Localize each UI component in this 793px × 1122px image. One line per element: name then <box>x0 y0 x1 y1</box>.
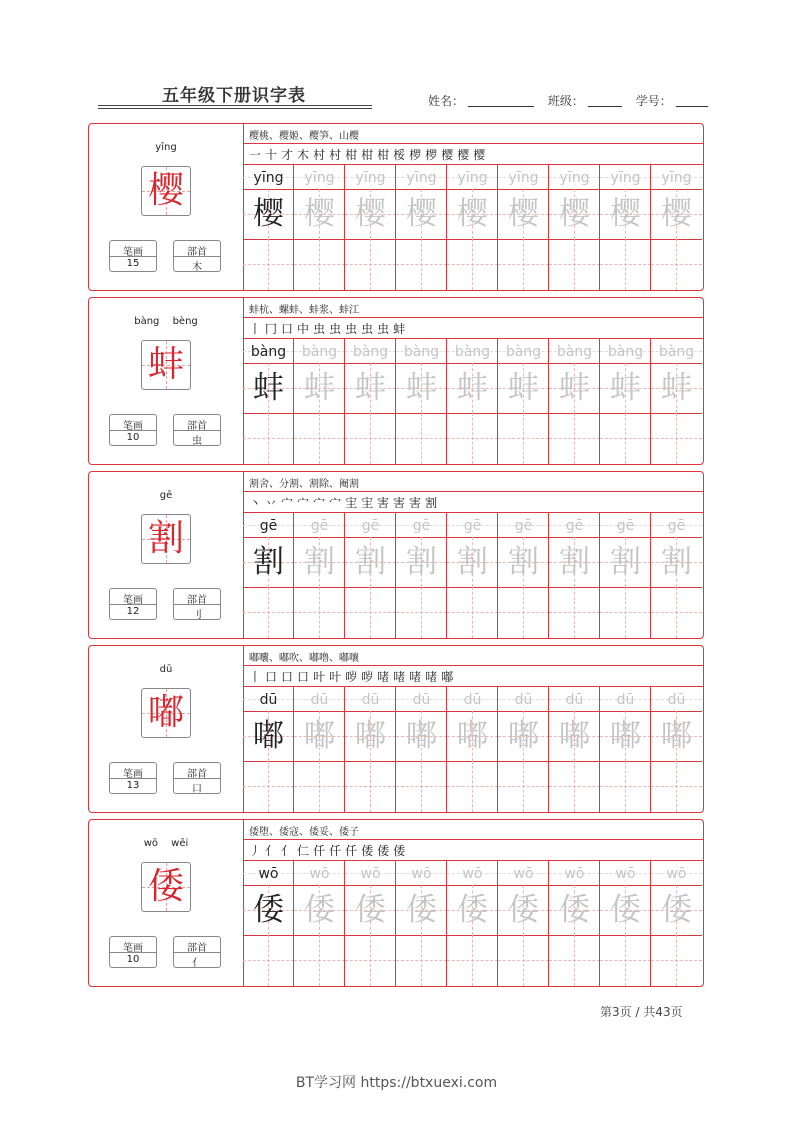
number-label: 学号： <box>635 94 672 108</box>
practice-cell[interactable] <box>549 513 600 638</box>
trace-pinyin: yīng <box>355 170 386 186</box>
row-divider <box>243 143 703 144</box>
stroke-step: 一 <box>249 148 263 162</box>
practice-cell[interactable] <box>243 513 294 638</box>
stroke-step: 倭 <box>361 844 375 858</box>
stroke-step: 仟 <box>345 844 359 858</box>
trace-character: 樱 <box>610 196 641 232</box>
stroke-step: 丶 <box>249 496 263 510</box>
stroke-step: 倭 <box>377 844 391 858</box>
practice-cell[interactable] <box>600 861 651 986</box>
page-title: 五年级下册识字表 <box>162 86 306 106</box>
character: 樱 <box>147 170 184 211</box>
practice-grid <box>243 513 703 638</box>
character-info-panel <box>89 124 244 290</box>
stroke-count-label: 笔画 <box>123 247 143 258</box>
trace-character: 倭 <box>610 892 641 928</box>
trace-pinyin: gē <box>412 518 431 534</box>
practice-cell[interactable] <box>345 687 396 812</box>
stroke-step: 中 <box>297 322 311 336</box>
radical-label: 部首 <box>187 421 207 432</box>
class-label: 班级： <box>547 94 584 108</box>
class-field[interactable] <box>588 94 622 107</box>
trace-pinyin: yīng <box>304 170 335 186</box>
practice-cell[interactable] <box>243 687 294 812</box>
practice-cell[interactable] <box>294 687 345 812</box>
stroke-step: 樱 <box>473 148 487 162</box>
trace-pinyin: dū <box>310 692 329 708</box>
practice-cell[interactable] <box>549 165 600 290</box>
row-divider <box>243 665 703 666</box>
trace-pinyin: gē <box>667 518 686 534</box>
character: 嘟 <box>147 692 184 733</box>
practice-cell[interactable] <box>447 165 498 290</box>
practice-cell[interactable] <box>447 339 498 464</box>
character-card <box>88 645 704 813</box>
page-title-block <box>98 81 372 109</box>
character-card <box>88 819 704 987</box>
model-character: 嘟 <box>253 718 284 754</box>
stroke-step: 亻 <box>281 844 295 858</box>
model-pinyin: dū <box>259 692 278 708</box>
trace-pinyin: gē <box>463 518 482 534</box>
stroke-count-value: 13 <box>126 780 140 791</box>
stroke-step: 椤 <box>425 148 439 162</box>
stroke-step: 虫 <box>377 322 391 336</box>
practice-cell[interactable] <box>651 165 702 290</box>
practice-cell[interactable] <box>396 165 447 290</box>
trace-pinyin: bàng <box>556 344 593 360</box>
trace-character: 樱 <box>355 196 386 232</box>
practice-cell[interactable] <box>294 513 345 638</box>
character: 倭 <box>147 866 184 907</box>
trace-character: 嘟 <box>559 718 590 754</box>
stroke-step: 桵 <box>393 148 407 162</box>
radical-label: 部首 <box>187 595 207 606</box>
trace-pinyin: bàng <box>352 344 389 360</box>
stroke-step: 割 <box>425 496 439 510</box>
practice-cell[interactable] <box>396 513 447 638</box>
practice-cell[interactable] <box>651 513 702 638</box>
stroke-step: 丷 <box>265 496 279 510</box>
stroke-step: 宀 <box>313 496 327 510</box>
trace-pinyin: dū <box>667 692 686 708</box>
character-info-panel <box>89 820 244 986</box>
stroke-step: 虫 <box>313 322 327 336</box>
stroke-step: 啫 <box>377 670 391 684</box>
trace-character: 樱 <box>304 196 335 232</box>
stroke-count-value: 10 <box>126 432 140 443</box>
trace-pinyin: bàng <box>658 344 695 360</box>
practice-cell[interactable] <box>498 513 549 638</box>
stroke-count-box <box>109 762 157 794</box>
practice-cell[interactable] <box>498 687 549 812</box>
model-character: 蚌 <box>253 370 284 406</box>
stroke-order <box>249 494 441 511</box>
trace-character: 蚌 <box>559 370 590 406</box>
character-card <box>88 123 704 291</box>
trace-character: 割 <box>457 544 488 580</box>
stroke-step: 害 <box>409 496 423 510</box>
character-pinyin: bàng bèng <box>134 316 198 327</box>
model-pinyin: yīng <box>253 170 284 186</box>
character: 割 <box>147 518 184 559</box>
stroke-step: 宀 <box>329 496 343 510</box>
stroke-count-label: 笔画 <box>123 421 143 432</box>
character-pinyin: yīng <box>155 142 177 153</box>
trace-pinyin: yīng <box>508 170 539 186</box>
trace-character: 割 <box>355 544 386 580</box>
trace-pinyin: wō <box>666 866 687 882</box>
radical-value: 刂 <box>192 610 202 621</box>
character-card <box>88 297 704 465</box>
stroke-step: 虫 <box>361 322 375 336</box>
row-divider <box>243 317 703 318</box>
trace-pinyin: yīng <box>559 170 590 186</box>
stroke-step: 虫 <box>329 322 343 336</box>
stroke-step: 倭 <box>393 844 407 858</box>
trace-pinyin: wō <box>513 866 534 882</box>
trace-pinyin: yīng <box>610 170 641 186</box>
practice-cell[interactable] <box>294 861 345 986</box>
stroke-step: 十 <box>265 148 279 162</box>
practice-cell[interactable] <box>345 165 396 290</box>
practice-cell[interactable] <box>651 687 702 812</box>
radical-box <box>173 936 221 968</box>
practice-cell[interactable] <box>600 165 651 290</box>
stroke-step: 柑 <box>361 148 375 162</box>
trace-pinyin: wō <box>462 866 483 882</box>
stroke-step: 叶 <box>313 670 327 684</box>
character-card <box>88 471 704 639</box>
practice-cell[interactable] <box>549 687 600 812</box>
trace-character: 嘟 <box>304 718 335 754</box>
trace-character: 倭 <box>508 892 539 928</box>
stroke-step: 椤 <box>409 148 423 162</box>
character-box <box>141 166 191 216</box>
stroke-order <box>249 668 457 685</box>
model-pinyin: wō <box>258 866 279 882</box>
practice-cell[interactable] <box>447 513 498 638</box>
model-pinyin: bàng <box>250 344 287 360</box>
site-footer: BT学习网 https://btxuexi.com <box>295 1075 498 1091</box>
practice-cell[interactable] <box>243 861 294 986</box>
trace-pinyin: dū <box>616 692 635 708</box>
stroke-step: 丿 <box>249 844 263 858</box>
stroke-step: 害 <box>377 496 391 510</box>
practice-cell[interactable] <box>447 687 498 812</box>
stroke-step: 樱 <box>457 148 471 162</box>
trace-character: 蚌 <box>406 370 437 406</box>
trace-pinyin: dū <box>565 692 584 708</box>
radical-value: 虫 <box>192 436 202 447</box>
trace-pinyin: dū <box>361 692 380 708</box>
practice-grid <box>243 687 703 812</box>
radical-label: 部首 <box>187 247 207 258</box>
trace-character: 倭 <box>559 892 590 928</box>
practice-cell[interactable] <box>396 339 447 464</box>
stroke-count-box <box>109 240 157 272</box>
trace-character: 蚌 <box>610 370 641 406</box>
trace-character: 倭 <box>661 892 692 928</box>
stroke-step: 宀 <box>297 496 311 510</box>
trace-pinyin: yīng <box>406 170 437 186</box>
practice-cell[interactable] <box>345 513 396 638</box>
word-examples: 蚌杭、螺蚌、蚌浆、蚌江 <box>249 305 359 316</box>
word-examples: 割舍、分割、割除、阉割 <box>249 479 359 490</box>
practice-cell[interactable] <box>345 861 396 986</box>
trace-character: 樱 <box>457 196 488 232</box>
trace-pinyin: wō <box>360 866 381 882</box>
character-pinyin: dū <box>159 664 173 675</box>
radical-box <box>173 240 221 272</box>
stroke-step: 叶 <box>329 670 343 684</box>
trace-character: 樱 <box>406 196 437 232</box>
practice-cell[interactable] <box>600 687 651 812</box>
stroke-step: 木 <box>297 148 311 162</box>
practice-grid <box>243 339 703 464</box>
word-examples: 嘟囔、嘟吹、嘟噜、嘟嚷 <box>249 653 359 664</box>
practice-cell[interactable] <box>447 861 498 986</box>
stroke-count-value: 10 <box>126 954 140 965</box>
trace-pinyin: dū <box>514 692 533 708</box>
stroke-count-value: 15 <box>126 258 140 269</box>
trace-pinyin: wō <box>411 866 432 882</box>
trace-pinyin: dū <box>412 692 431 708</box>
stroke-step: 害 <box>393 496 407 510</box>
trace-character: 蚌 <box>508 370 539 406</box>
practice-grid <box>243 861 703 986</box>
stroke-count-box <box>109 414 157 446</box>
stroke-step: 虫 <box>345 322 359 336</box>
model-character: 倭 <box>253 892 284 928</box>
trace-character: 蚌 <box>304 370 335 406</box>
stroke-step: 啫 <box>393 670 407 684</box>
trace-character: 嘟 <box>508 718 539 754</box>
stroke-count-box <box>109 936 157 968</box>
trace-character: 割 <box>661 544 692 580</box>
model-pinyin: gē <box>259 518 278 534</box>
stroke-step: 村 <box>329 148 343 162</box>
trace-pinyin: wō <box>615 866 636 882</box>
practice-cell[interactable] <box>345 339 396 464</box>
radical-label: 部首 <box>187 769 207 780</box>
character: 蚌 <box>147 344 184 385</box>
stroke-step: 哕 <box>361 670 375 684</box>
character-box <box>141 340 191 390</box>
stroke-step: 宀 <box>281 496 295 510</box>
practice-cell[interactable] <box>498 861 549 986</box>
trace-character: 蚌 <box>355 370 386 406</box>
stroke-step: 蚌 <box>393 322 407 336</box>
radical-value: 口 <box>192 784 202 795</box>
model-character: 割 <box>253 544 284 580</box>
character-info-panel <box>89 646 244 812</box>
trace-pinyin: gē <box>361 518 380 534</box>
stroke-step: 啫 <box>409 670 423 684</box>
character-info-panel <box>89 298 244 464</box>
practice-cell[interactable] <box>243 339 294 464</box>
trace-pinyin: gē <box>310 518 329 534</box>
practice-cell[interactable] <box>294 165 345 290</box>
trace-pinyin: yīng <box>661 170 692 186</box>
row-divider <box>243 491 703 492</box>
stroke-step: 宔 <box>345 496 359 510</box>
trace-character: 嘟 <box>406 718 437 754</box>
stroke-count-label: 笔画 <box>123 769 143 780</box>
trace-pinyin: bàng <box>607 344 644 360</box>
stroke-step: 嘟 <box>441 670 455 684</box>
trace-pinyin: yīng <box>457 170 488 186</box>
stroke-step: 柑 <box>377 148 391 162</box>
name-field[interactable] <box>468 94 534 107</box>
practice-cell[interactable] <box>651 339 702 464</box>
trace-character: 倭 <box>406 892 437 928</box>
practice-cell[interactable] <box>396 687 447 812</box>
radical-value: 亻 <box>192 958 202 969</box>
trace-character: 嘟 <box>457 718 488 754</box>
stroke-step: 啫 <box>425 670 439 684</box>
stroke-step: 口 <box>281 670 295 684</box>
trace-character: 割 <box>406 544 437 580</box>
trace-character: 樱 <box>508 196 539 232</box>
stroke-step: 宔 <box>361 496 375 510</box>
trace-character: 倭 <box>457 892 488 928</box>
trace-character: 樱 <box>559 196 590 232</box>
trace-character: 倭 <box>355 892 386 928</box>
word-examples: 樱桃、樱姬、樱笋、山樱 <box>249 131 359 142</box>
trace-character: 割 <box>304 544 335 580</box>
trace-pinyin: wō <box>309 866 330 882</box>
stroke-step: 冂 <box>265 322 279 336</box>
stroke-step: 丨 <box>249 322 263 336</box>
stroke-step: 才 <box>281 148 295 162</box>
practice-cell[interactable] <box>651 861 702 986</box>
number-field[interactable] <box>676 94 708 107</box>
trace-pinyin: bàng <box>301 344 338 360</box>
radical-box <box>173 414 221 446</box>
character-info-panel <box>89 472 244 638</box>
stroke-order <box>249 842 409 859</box>
stroke-count-value: 12 <box>126 606 140 617</box>
page-number: 第3页 / 共43页 <box>600 1005 683 1019</box>
practice-cell[interactable] <box>498 165 549 290</box>
character-box <box>141 862 191 912</box>
trace-pinyin: gē <box>565 518 584 534</box>
character-pinyin: wō wēi <box>143 838 189 849</box>
stroke-count-label: 笔画 <box>123 943 143 954</box>
stroke-step: 樱 <box>441 148 455 162</box>
trace-pinyin: gē <box>514 518 533 534</box>
trace-character: 割 <box>559 544 590 580</box>
stroke-step: 柑 <box>345 148 359 162</box>
stroke-count-label: 笔画 <box>123 595 143 606</box>
character-box <box>141 688 191 738</box>
trace-character: 嘟 <box>661 718 692 754</box>
character-pinyin: gē <box>159 490 173 501</box>
stroke-order <box>249 146 489 163</box>
stroke-step: 亻 <box>265 844 279 858</box>
practice-cell[interactable] <box>549 861 600 986</box>
stroke-step: 口 <box>265 670 279 684</box>
word-examples: 倭堕、倭寇、倭妥、倭子 <box>249 827 359 838</box>
practice-cell[interactable] <box>600 513 651 638</box>
stroke-step: 口 <box>297 670 311 684</box>
title-underline <box>98 105 372 106</box>
radical-box <box>173 588 221 620</box>
stroke-step: 仟 <box>313 844 327 858</box>
practice-cell[interactable] <box>600 339 651 464</box>
radical-value: 木 <box>192 262 202 273</box>
trace-pinyin: bàng <box>505 344 542 360</box>
trace-pinyin: bàng <box>454 344 491 360</box>
title-underline <box>98 108 372 109</box>
trace-pinyin: gē <box>616 518 635 534</box>
trace-pinyin: bàng <box>403 344 440 360</box>
trace-character: 蚌 <box>457 370 488 406</box>
trace-character: 割 <box>610 544 641 580</box>
stroke-step: 口 <box>281 322 295 336</box>
practice-cell[interactable] <box>498 339 549 464</box>
trace-character: 割 <box>508 544 539 580</box>
name-label: 姓名： <box>428 94 465 108</box>
stroke-step: 仟 <box>329 844 343 858</box>
stroke-count-box <box>109 588 157 620</box>
practice-cell[interactable] <box>549 339 600 464</box>
practice-grid <box>243 165 703 290</box>
student-info <box>428 92 708 109</box>
radical-box <box>173 762 221 794</box>
stroke-step: 仁 <box>297 844 311 858</box>
stroke-step: 丨 <box>249 670 263 684</box>
practice-cell[interactable] <box>294 339 345 464</box>
row-divider <box>243 839 703 840</box>
stroke-order <box>249 320 409 337</box>
trace-character: 蚌 <box>661 370 692 406</box>
radical-label: 部首 <box>187 943 207 954</box>
trace-character: 樱 <box>661 196 692 232</box>
stroke-step: 哕 <box>345 670 359 684</box>
stroke-step: 村 <box>313 148 327 162</box>
trace-character: 嘟 <box>355 718 386 754</box>
trace-pinyin: dū <box>463 692 482 708</box>
practice-cell[interactable] <box>243 165 294 290</box>
character-box <box>141 514 191 564</box>
practice-cell[interactable] <box>396 861 447 986</box>
trace-pinyin: wō <box>564 866 585 882</box>
trace-character: 倭 <box>304 892 335 928</box>
model-character: 樱 <box>253 196 284 232</box>
trace-character: 嘟 <box>610 718 641 754</box>
